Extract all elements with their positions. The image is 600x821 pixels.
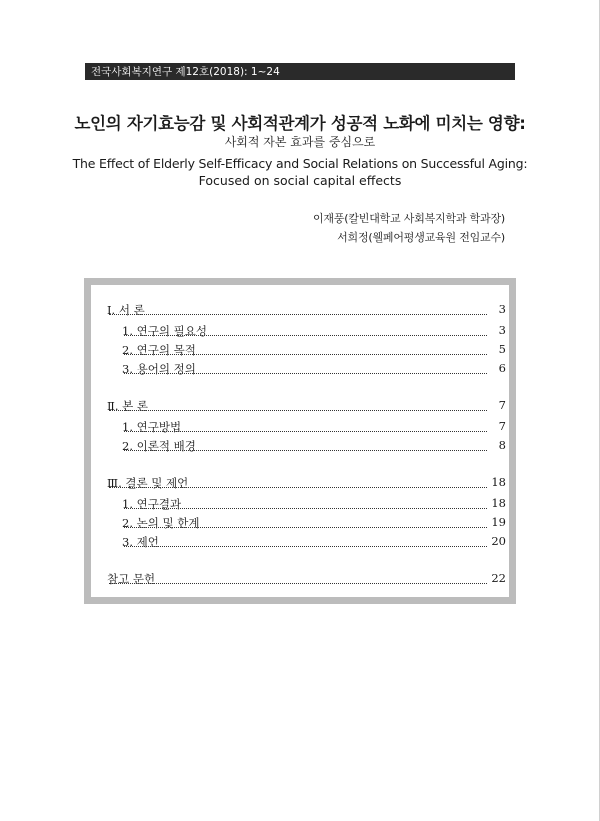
title-english-line2: Focused on social capital effects [198,173,402,188]
toc-page: 8 [498,438,506,452]
journal-header-bar [85,63,515,80]
toc-page: 20 [491,534,506,548]
toc-section-3 [91,475,509,493]
toc-item-1-3 [91,361,509,379]
toc-item-3-1 [91,496,509,514]
table-of-contents [84,278,516,604]
toc-label: 참고 문헌 [107,571,158,587]
subtitle-korean: 사회적 자본 효과를 중심으로 [224,135,376,149]
toc-item-2-2 [91,438,509,456]
toc-leader [124,546,487,547]
toc-item-3-3 [91,534,509,552]
toc-label: 2. 논의 및 한계 [122,515,202,531]
toc-leader [109,487,487,488]
author-1: 이재풍(칼빈대학교 사회복지학과 학과장) [312,212,505,225]
toc-item-2-1 [91,419,509,437]
toc-page: 3 [498,302,506,316]
toc-label: Ⅰ. 서 론 [107,302,148,318]
toc-leader [124,354,487,355]
toc-section-1 [91,302,509,320]
toc-label: Ⅲ. 결론 및 제언 [107,475,191,491]
toc-page: 18 [491,475,506,489]
toc-page: 6 [498,361,506,375]
toc-leader [124,431,487,432]
toc-page: 22 [491,571,506,585]
toc-item-1-1 [91,323,509,341]
toc-leader [124,508,487,509]
toc-label: Ⅱ. 본 론 [107,398,151,414]
title-korean: 노인의 자기효능감 및 사회적관계가 성공적 노화에 미치는 영향: [74,114,526,133]
toc-page: 5 [498,342,506,356]
toc-item-3-2 [91,515,509,533]
toc-page: 7 [498,398,506,412]
toc-item-1-2 [91,342,509,360]
toc-leader [124,373,487,374]
toc-page: 19 [491,515,506,529]
toc-leader [109,314,487,315]
toc-page: 3 [498,323,506,337]
journal-citation: 전국사회복지연구 제12호(2018): 1~24 [91,66,280,78]
toc-label: 1. 연구방법 [122,419,184,435]
toc-page: 18 [491,496,506,510]
toc-label: 3. 용어의 정의 [122,361,199,377]
toc-label: 1. 연구의 필요성 [122,323,210,339]
toc-label: 2. 연구의 목적 [122,342,199,358]
toc-leader [109,410,487,411]
toc-page: 7 [498,419,506,433]
toc-label: 1. 연구결과 [122,496,184,512]
toc-leader [124,335,487,336]
toc-references [91,571,509,589]
toc-label: 3. 제언 [122,534,162,550]
toc-label: 2. 이론적 배경 [122,438,199,454]
toc-leader [124,450,487,451]
author-2: 서희정(웰페어평생교육원 전임교수) [337,231,505,244]
title-english-line1: The Effect of Elderly Self-Efficacy and Social Relations on Successful Aging: [72,156,528,171]
toc-leader [124,527,487,528]
toc-panel [91,285,509,597]
toc-section-2 [91,398,509,416]
toc-leader [109,583,487,584]
